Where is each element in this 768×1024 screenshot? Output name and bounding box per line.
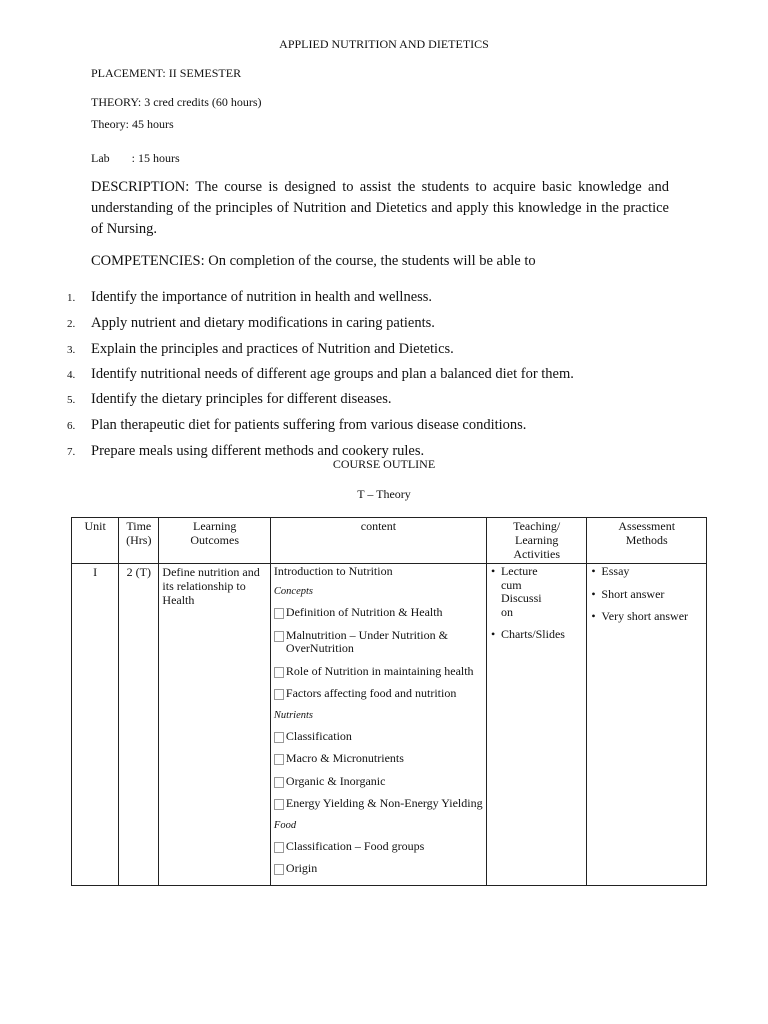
content-item: Energy Yielding & Non-Energy Yielding xyxy=(274,797,483,811)
content-item: Organic & Inorganic xyxy=(274,775,483,789)
competency-text: Explain the principles and practices of Nutrition and Dietetics. xyxy=(91,341,454,357)
content-item: Malnutrition – Under Nutrition & OverNutrition xyxy=(274,629,483,656)
competency-number: 4. xyxy=(67,369,76,381)
header-assessment-methods: Assessment Methods xyxy=(587,518,707,564)
competency-number: 7. xyxy=(67,446,76,458)
checkbox-glyph-icon xyxy=(274,777,284,788)
theory-legend: T – Theory xyxy=(357,487,411,501)
content-cell xyxy=(270,564,486,886)
header-learning-outcomes: Learning Outcomes xyxy=(159,518,271,564)
competency-number: 5. xyxy=(67,394,76,406)
teaching-item: • Lecture cum Discussi on xyxy=(489,565,584,619)
assessment-methods-cell xyxy=(587,564,707,886)
lab-value: : 15 hours xyxy=(131,151,180,165)
section-heading: Food xyxy=(273,819,297,831)
teaching-list xyxy=(489,565,584,642)
competency-number: 6. xyxy=(67,420,76,432)
competency-number: 3. xyxy=(67,344,76,356)
checkbox-glyph-icon xyxy=(274,799,284,810)
assessment-item: • Very short answer xyxy=(589,610,704,624)
content-item: Macro & Micronutrients xyxy=(274,752,483,766)
header-unit: Unit xyxy=(72,518,119,564)
competency-text: Identify nutritional needs of different age groups and plan a balanced diet for them. xyxy=(91,366,574,382)
checkbox-glyph-icon xyxy=(274,754,284,765)
checkbox-glyph-icon xyxy=(274,864,284,875)
competency-text: Prepare meals using different methods and cookery rules. xyxy=(91,443,425,459)
competency-text: Apply nutrient and dietary modifications in caring patients. xyxy=(91,315,435,331)
content-intro: Introduction to Nutrition xyxy=(273,564,393,578)
section-heading: Nutrients xyxy=(273,709,314,721)
competency-number: 1. xyxy=(67,292,76,304)
competency-text: Identify the importance of nutrition in health and wellness. xyxy=(91,289,433,305)
competency-text: Identify the dietary principles for different diseases. xyxy=(91,391,392,407)
competency-text: Plan therapeutic diet for patients suffering from various disease conditions. xyxy=(91,417,527,433)
competency-item xyxy=(0,417,768,435)
section-heading: Concepts xyxy=(273,586,313,597)
assessment-item: • Essay xyxy=(589,565,704,579)
document-title: APPLIED NUTRITION AND DIETETICS xyxy=(279,37,489,51)
header-time: Time (Hrs) xyxy=(119,518,159,564)
competency-item xyxy=(0,289,768,307)
assessment-list xyxy=(589,565,704,624)
checkbox-glyph-icon xyxy=(274,689,284,700)
content-item: Classification – Food groups xyxy=(274,840,483,854)
checkbox-glyph-icon xyxy=(274,631,284,642)
theory-hours-line: Theory: 45 hours xyxy=(91,117,174,131)
theory-credits-line: THEORY: 3 cred credits (60 hours) xyxy=(91,95,262,109)
header-teaching-activities: Teaching/ Learning Activities xyxy=(486,518,586,564)
checkbox-glyph-icon xyxy=(274,667,284,678)
assessment-item: • Short answer xyxy=(589,588,704,602)
content-item: Role of Nutrition in maintaining health xyxy=(274,665,483,679)
competency-item xyxy=(0,315,768,333)
teaching-item: • Charts/Slides xyxy=(489,628,584,642)
teaching-activities-cell xyxy=(486,564,586,886)
checkbox-glyph-icon xyxy=(274,732,284,743)
competencies-intro: COMPETENCIES: On completion of the course, the students will be able to xyxy=(91,253,536,269)
lab-hours-line xyxy=(91,151,180,166)
course-outline-table xyxy=(71,517,707,886)
placement-line: PLACEMENT: II SEMESTER xyxy=(91,66,242,80)
checkbox-glyph-icon xyxy=(274,842,284,853)
competency-item xyxy=(0,341,768,359)
content-item: Definition of Nutrition & Health xyxy=(274,606,483,620)
learning-outcome-cell: Define nutrition and its relationship to Health xyxy=(159,564,271,886)
table-row xyxy=(72,564,707,886)
competency-item xyxy=(0,391,768,409)
time-cell: 2 (T) xyxy=(119,564,159,886)
competency-number: 2. xyxy=(67,318,76,330)
competency-item xyxy=(0,366,768,384)
description-paragraph: DESCRIPTION: The course is designed to assist the students to acquire basic knowledge and understanding of the principles of Nutrition and Dietetics and apply this knowledge in the practice of Nursing. xyxy=(91,179,669,237)
content-item: Factors affecting food and nutrition xyxy=(274,687,483,701)
header-content: content xyxy=(270,518,486,564)
course-outline-heading: COURSE OUTLINE xyxy=(332,457,436,471)
unit-cell: I xyxy=(72,564,119,886)
content-item: Classification xyxy=(274,730,483,744)
content-item: Origin xyxy=(274,862,483,876)
lab-label: Lab xyxy=(91,151,110,165)
checkbox-glyph-icon xyxy=(274,608,284,619)
table-header-row xyxy=(72,518,707,564)
